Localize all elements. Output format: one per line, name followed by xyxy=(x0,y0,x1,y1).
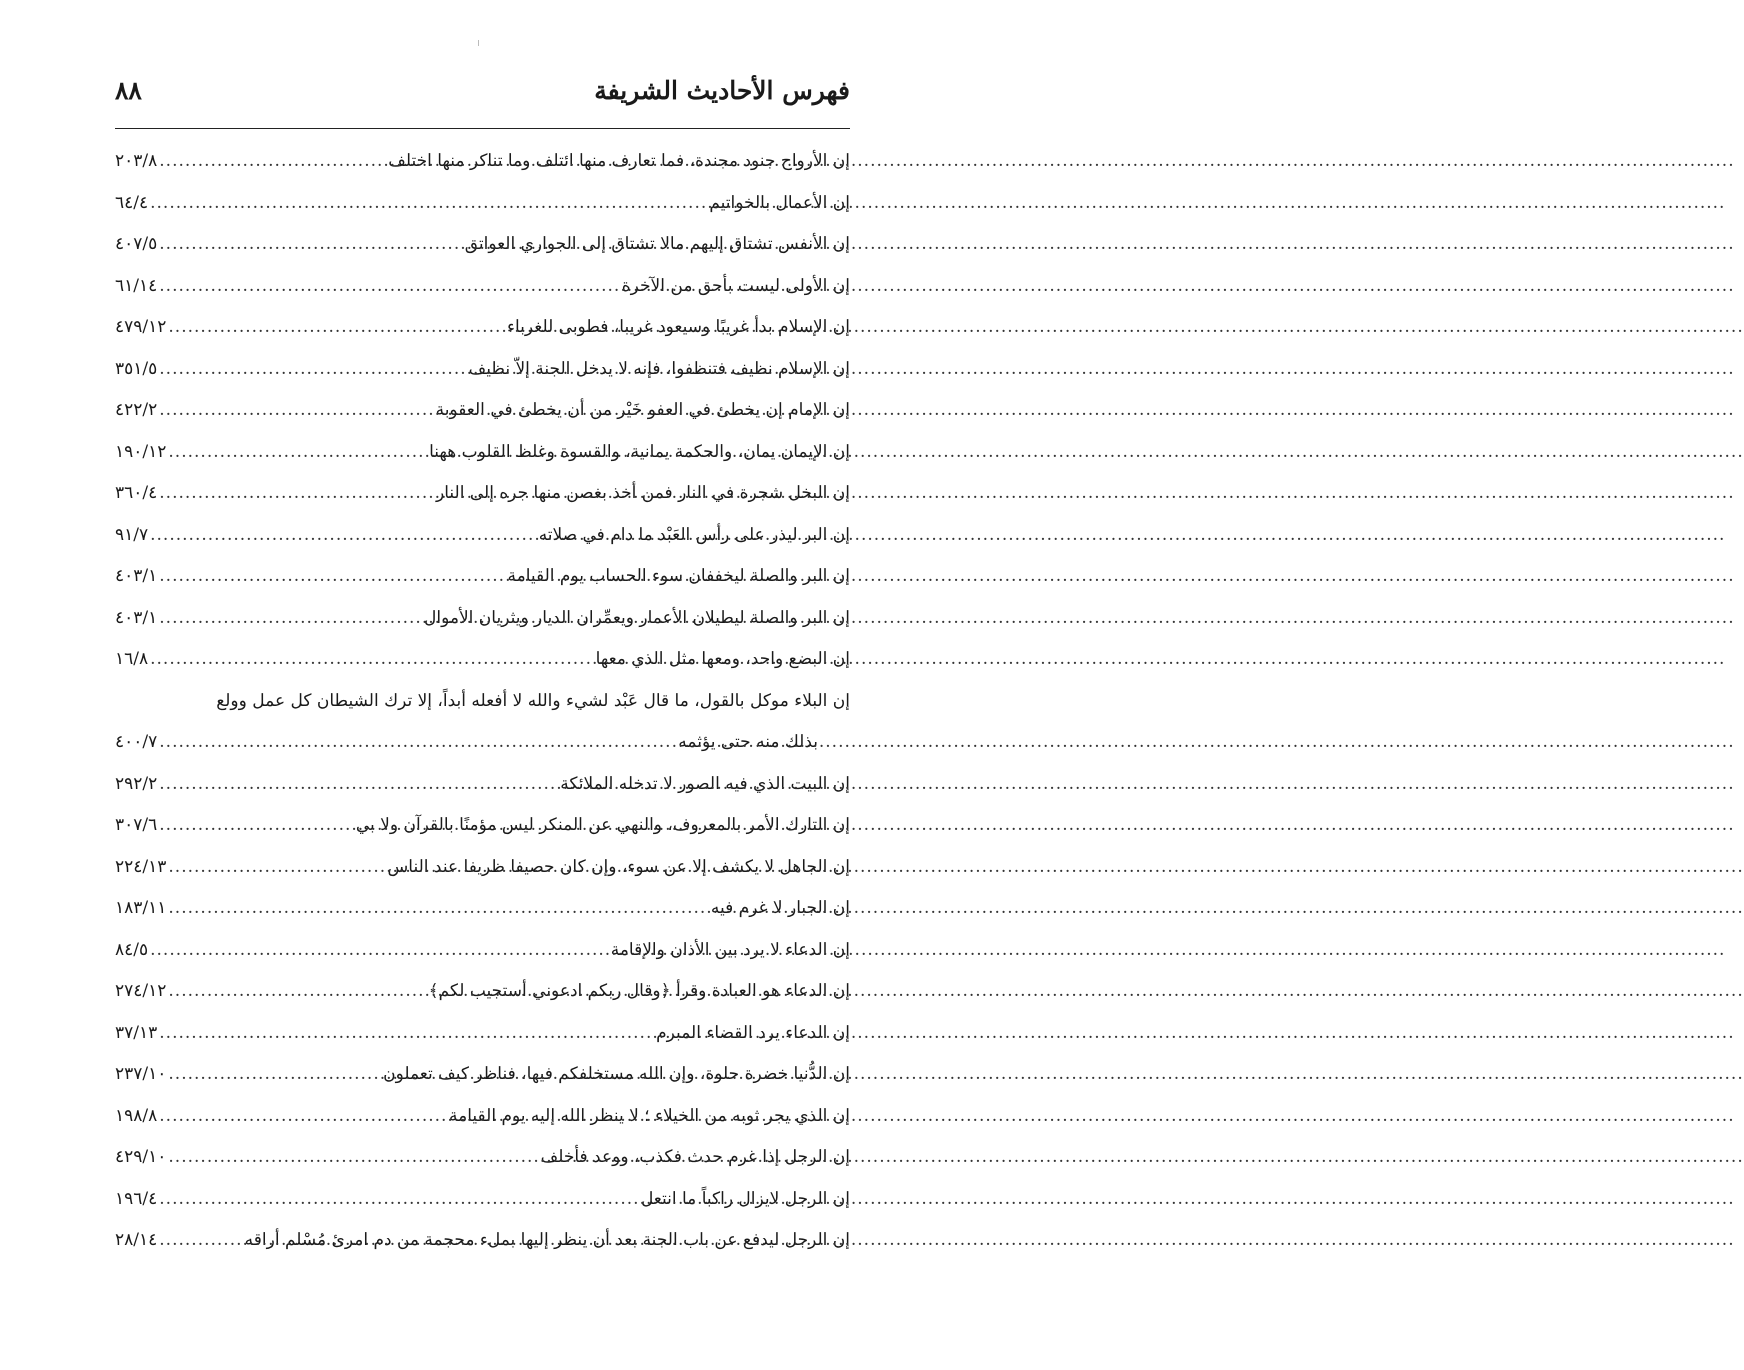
index-entry xyxy=(115,183,850,225)
hadith-text: إن الدعاء لا يرد بين الأذان والإقامة xyxy=(610,939,850,960)
volume-page-ref: ٣٦٠/٤ xyxy=(115,483,158,504)
index-entry xyxy=(115,473,850,515)
leader-dots xyxy=(157,278,622,295)
hadith-text: إن البخل شجرة في النار فمن أخذ بغصن منها جره إلى النار xyxy=(436,483,850,504)
leader-dots xyxy=(166,319,507,336)
volume-page-ref: ٢٧٤/١٢ xyxy=(115,981,167,1002)
hadith-text: إن الإسلام بدأ غريبًا وسيعود غريبا، فطوبى للغرباء xyxy=(506,317,850,338)
index-entry xyxy=(115,598,850,640)
leader-dots xyxy=(157,610,424,627)
volume-page-ref: ٦١/١٤ xyxy=(115,275,158,296)
volume-page-ref: ٣٧/١٣ xyxy=(115,1022,158,1043)
volume-page-ref: ١٦/٨ xyxy=(115,649,149,670)
hadith-text: إن الجاهل لا يكشف إلا عن سوء، وإن كان حصيفا ظريفا عند الناس xyxy=(387,856,850,877)
running-header xyxy=(115,70,850,118)
index-entry xyxy=(115,141,850,183)
index-entry xyxy=(115,307,850,349)
hadith-text: إن البر والصلة ليطيلان الأعمار ويعمِّران الديار ويثريان الأموال xyxy=(424,607,850,628)
leader-dots xyxy=(166,859,387,876)
volume-page-ref: ٤٠٠/٧ xyxy=(115,732,158,753)
volume-page-ref: ٦٤/٤ xyxy=(115,192,149,213)
volume-page-ref: ٢٣٧/١٠ xyxy=(115,1064,167,1085)
hadith-text: إن الجبار لا غرم فيه xyxy=(710,898,850,919)
volume-page-ref: ٢٨/١٤ xyxy=(115,1230,158,1251)
hadith-text: إن البضع واحد، ومعها مثل الذي معها xyxy=(595,649,850,670)
hadith-text: إن الإمام إن يخطئ في العفو خَيْر من أن يخطئ في العقوبة xyxy=(435,400,850,421)
volume-page-ref: ٤٢٢/٢ xyxy=(115,400,158,421)
hadith-text: إن الأنفس تشتاق إليهم مالا تشتاق إلى الجواري العواتق xyxy=(464,234,850,255)
index-entry xyxy=(115,971,850,1013)
hadith-text: إن الرجل لايزال راكباً ما انتعل xyxy=(640,1188,850,1209)
hadith-text: إن الرجل إذا غرم حدث فكذب، ووعد فأخلف xyxy=(540,1147,850,1168)
index-entry xyxy=(115,888,850,930)
leader-dots xyxy=(157,153,388,170)
index-entry xyxy=(115,1220,850,1262)
leader-dots xyxy=(166,1149,540,1166)
leader-dots xyxy=(157,734,678,751)
leader-dots xyxy=(157,361,468,378)
hadith-text: إن البر والصلة ليخففان سوء الحساب يوم القيامة xyxy=(507,566,850,587)
hadith-text: إن الأولى ليست بأحق من الآخرة xyxy=(621,275,850,296)
scan-mark xyxy=(478,40,479,46)
hadith-text: إن الذي يجر ثوبه من الخيلاء ؛ لا ينظر الله إليه يوم القيامة xyxy=(449,1105,850,1126)
leader-dots xyxy=(157,817,356,834)
index-entry xyxy=(115,349,850,391)
hadith-index-list xyxy=(115,141,850,1262)
leader-dots xyxy=(166,1066,383,1083)
index-entry xyxy=(115,1096,850,1138)
volume-page-ref: ٩١/٧ xyxy=(115,524,149,545)
index-entry-multiline-start xyxy=(115,681,850,723)
volume-page-ref: ٢٩٢/٢ xyxy=(115,773,158,794)
index-entry xyxy=(115,1013,850,1055)
leader-dots xyxy=(148,942,611,959)
leader-dots xyxy=(148,527,539,544)
hadith-text: إن البر ليذر على رأس العَبْد ما دام في صلاته xyxy=(538,524,850,545)
hadith-text: إن الدعاء هو العبادة وقرأ ﴿وقال ربكم ادعوني أستجيب لكم﴾ xyxy=(428,981,850,1002)
leader-dots xyxy=(157,402,435,419)
hadith-text: إن الرجل ليدفع عن باب الجنة بعد أن ينظر إليها بملء محجمة من دم امرئ مُسْلم أراقه xyxy=(244,1230,850,1251)
index-entry xyxy=(115,1054,850,1096)
header-title: فهرس الأحاديث الشريفة xyxy=(594,76,850,105)
leader-dots xyxy=(148,651,595,668)
volume-page-ref: ٨٤/٥ xyxy=(115,939,149,960)
leader-dots xyxy=(157,485,436,502)
leader-dots xyxy=(157,1191,641,1208)
index-entry xyxy=(115,930,850,972)
hadith-text: إن الإسلام نظيف فتنظفوا، فإنه لا يدخل الجنة إلاّ نظيف xyxy=(468,358,850,379)
index-entry xyxy=(115,224,850,266)
leader-dots xyxy=(157,568,507,585)
hadith-text: إن البلاء موكل بالقول، ما قال عَبْد لشيء والله لا أفعله أبداً، إلا ترك الشيطان كل عمل وولع xyxy=(216,690,850,711)
leader-dots xyxy=(157,1232,244,1249)
volume-page-ref: ٤٠٣/١ xyxy=(115,607,158,628)
volume-page-ref: ٤٠٣/١ xyxy=(115,566,158,587)
index-entry xyxy=(115,556,850,598)
index-entry xyxy=(115,266,850,308)
leader-dots xyxy=(166,444,429,461)
hadith-text: إن البيت الذي فيه الصور لا تدخله الملائكة xyxy=(560,773,850,794)
header-rule xyxy=(115,128,850,129)
volume-page-ref: ٢٠٣/٨ xyxy=(115,151,158,172)
leader-dots xyxy=(148,195,709,212)
leader-dots xyxy=(157,236,464,253)
volume-page-ref: ٤٧٩/١٢ xyxy=(115,317,167,338)
index-entry xyxy=(115,390,850,432)
hadith-text: إن الدعاء يرد القضاء المبرم xyxy=(656,1022,850,1043)
hadith-text: إن التارك الأمر بالمعروف، والنهي عن المنكر ليس مؤمنًا بالقرآن ولا بي xyxy=(355,815,850,836)
index-entry xyxy=(115,764,850,806)
volume-page-ref: ١٩٠/١٢ xyxy=(115,441,167,462)
hadith-text: بذلك منه حتى يؤثمه xyxy=(678,732,818,753)
volume-page-ref: ٣٥١/٥ xyxy=(115,358,158,379)
leader-dots xyxy=(166,983,428,1000)
hadith-text: إن الإيمان يمان، والحكمة يمانية، والقسوة وغلظ القلوب ههنا xyxy=(429,441,850,462)
volume-page-ref: ١٩٨/٨ xyxy=(115,1105,158,1126)
index-entry xyxy=(115,1137,850,1179)
index-entry xyxy=(115,515,850,557)
index-entry xyxy=(115,1179,850,1221)
index-entry xyxy=(115,639,850,681)
leader-dots xyxy=(166,900,711,917)
volume-page-ref: ٣٠٧/٦ xyxy=(115,815,158,836)
volume-page-ref: ٤٢٩/١٠ xyxy=(115,1147,167,1168)
volume-page-ref: ١٩٦/٤ xyxy=(115,1188,158,1209)
volume-page-ref: ٢٢٤/١٣ xyxy=(115,856,167,877)
index-entry xyxy=(115,805,850,847)
page-number: ٨٨ xyxy=(115,76,142,105)
index-entry xyxy=(115,847,850,889)
leader-dots xyxy=(157,776,560,793)
hadith-text: إن الأرواح جنود مجندة، فما تعارف منها ائتلف وما تناكر منها اختلف xyxy=(388,151,850,172)
volume-page-ref: ٤٠٧/٥ xyxy=(115,234,158,255)
hadith-text: إن الدُّنيا خضرة حلوة، وإن الله مستخلفكم فيها، فناظر كيف تعملون xyxy=(383,1064,850,1085)
index-entry xyxy=(115,432,850,474)
index-entry-continuation xyxy=(115,722,850,764)
leader-dots xyxy=(157,1025,656,1042)
hadith-text: إن الأعمال بالخواتيم xyxy=(709,192,850,213)
volume-page-ref: ١٨٣/١١ xyxy=(115,898,167,919)
leader-dots xyxy=(157,1108,449,1125)
